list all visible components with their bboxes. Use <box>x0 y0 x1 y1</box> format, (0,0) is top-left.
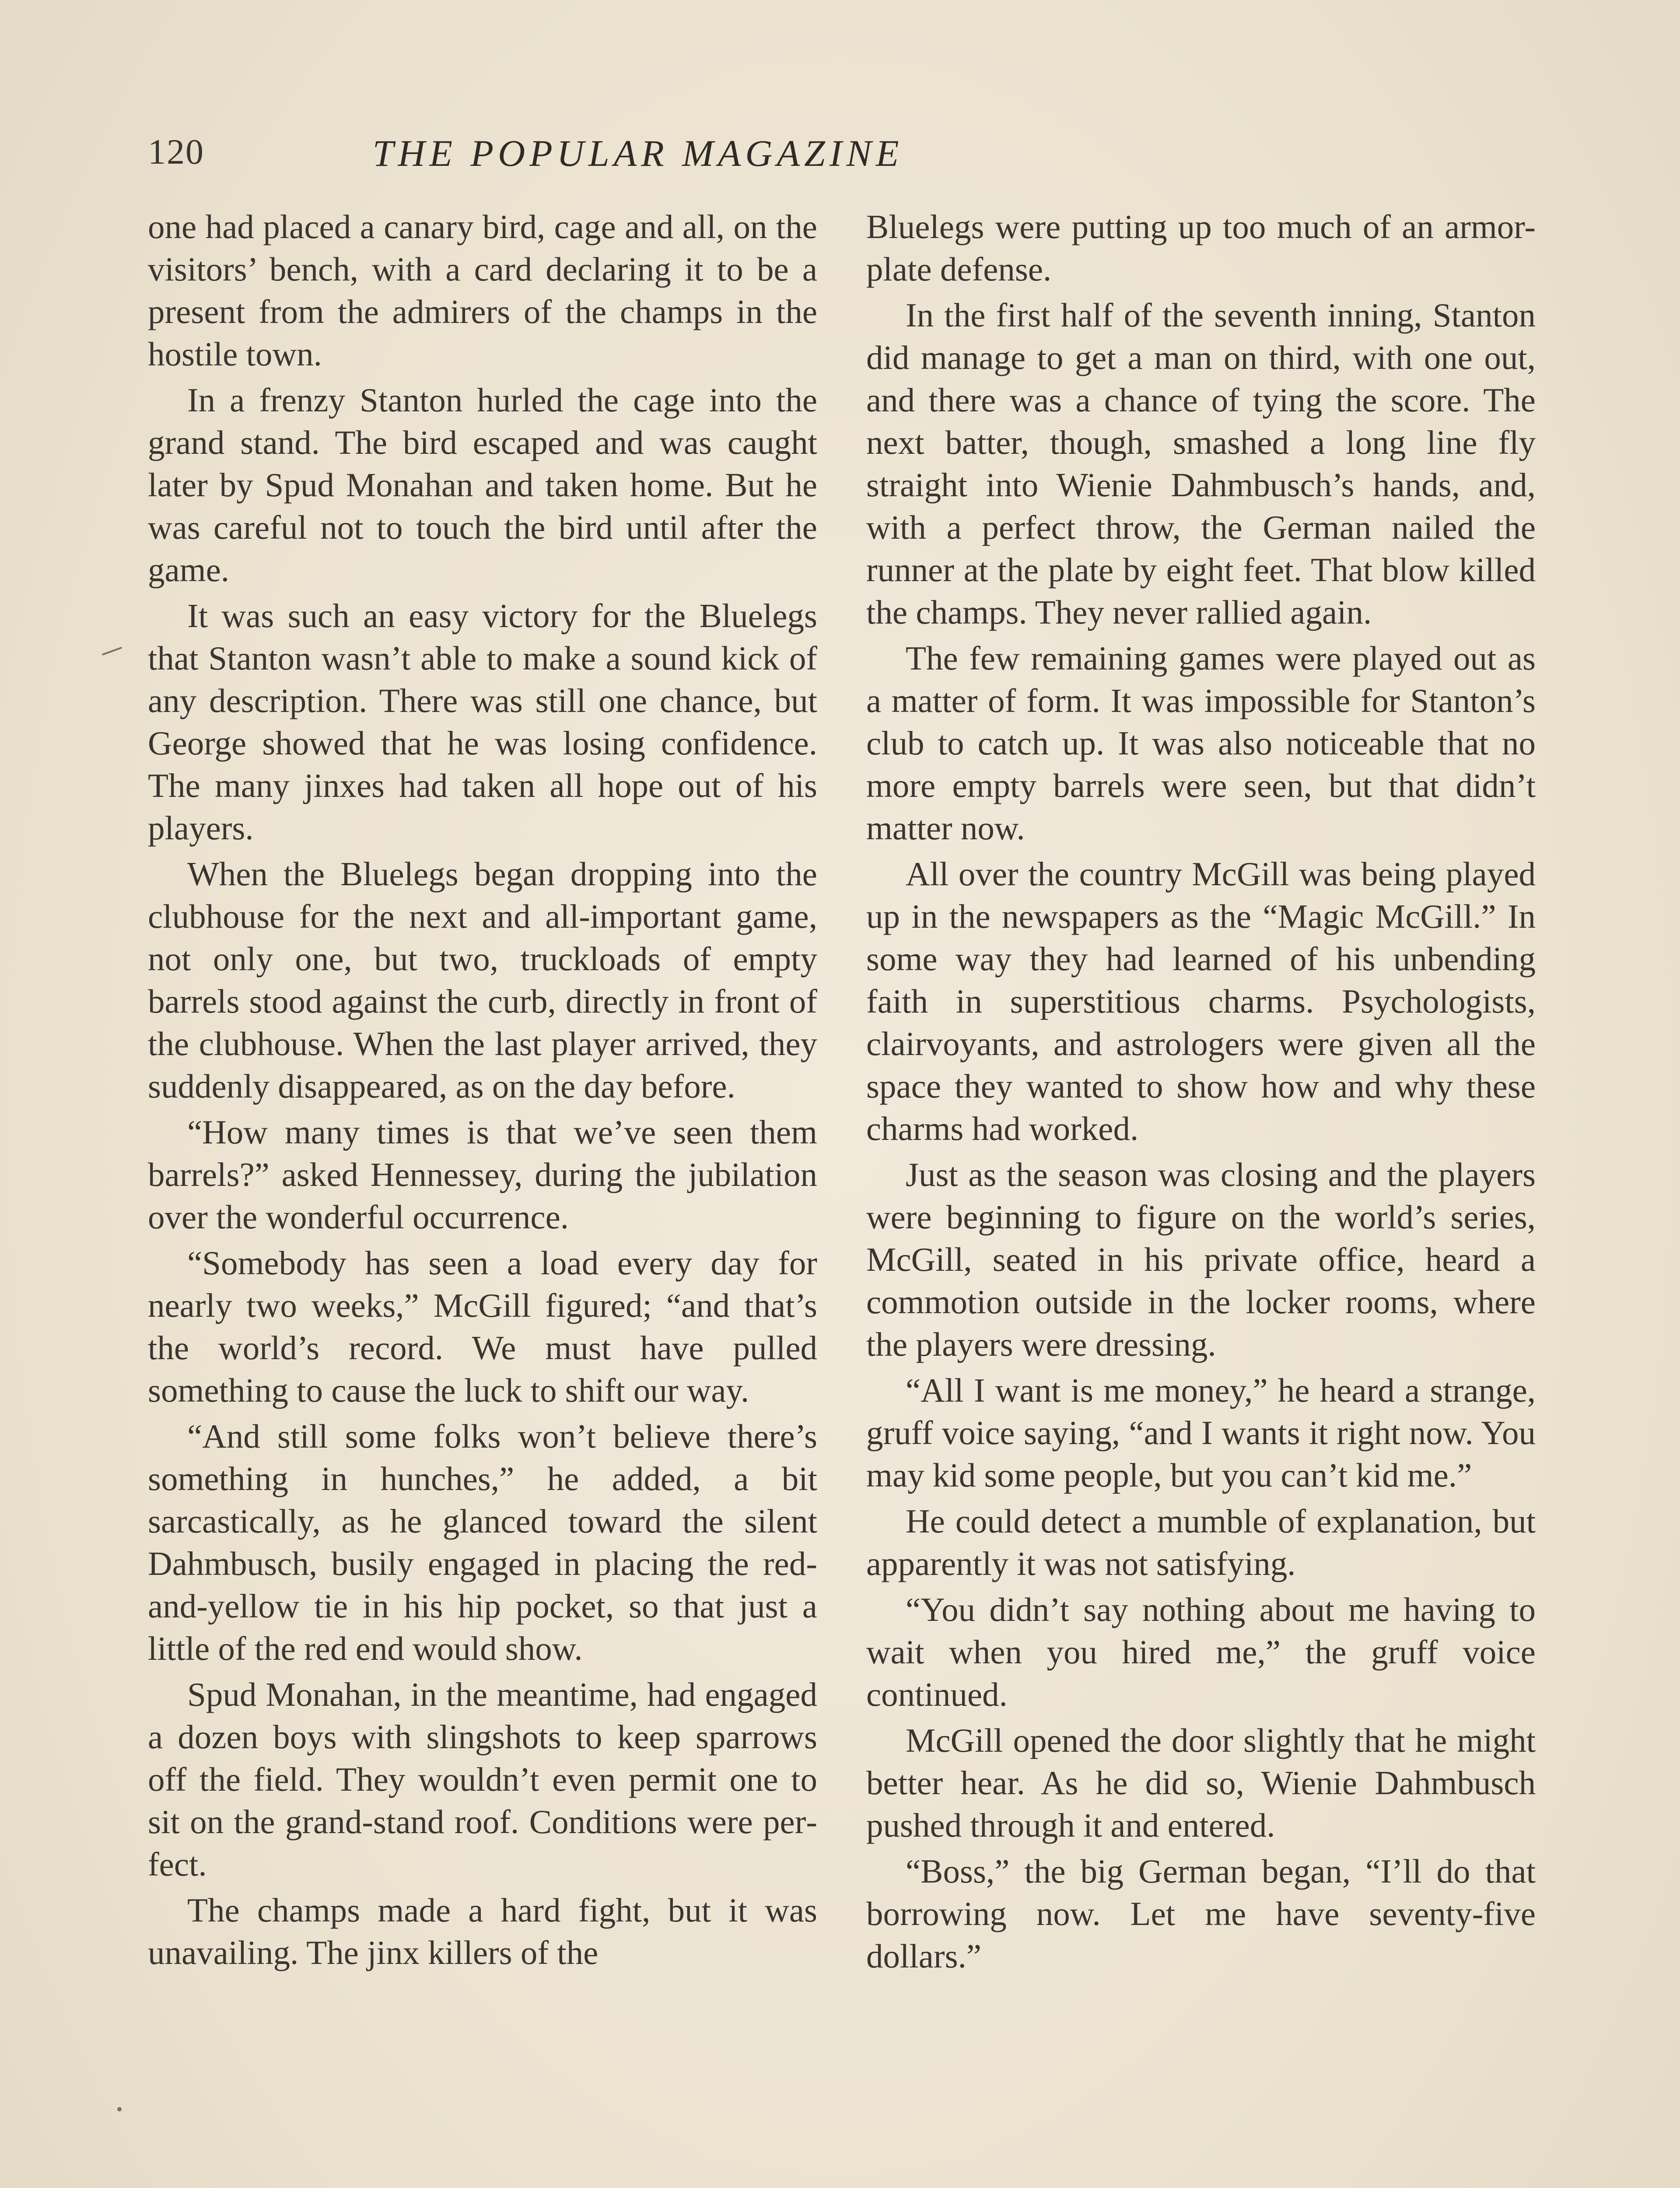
running-head <box>148 131 1128 184</box>
paper-speck <box>102 647 122 656</box>
paragraph: “Boss,” the big German began, “I’ll do that borrowing now. Let me have seventy-five dollars.” <box>866 1852 1536 1975</box>
paragraph: Bluelegs were putting up too much of an armor-plate defense. <box>866 208 1536 288</box>
paragraph: Just as the season was closing and the players were beginning to figure on the world’s series, McGill, seated in his private office, heard a commotion outside in the locker rooms, where the players were dressing. <box>866 1156 1536 1363</box>
paragraph: McGill opened the door slightly that he might better hear. As he did so, Wienie Dahmbusch pushed through it and entered. <box>866 1722 1536 1844</box>
paragraph: “How many times is that we’ve seen them barrels?” asked Hennessey, during the jubilation over the wonderful occurrence. <box>148 1113 817 1236</box>
paragraph: In the first half of the seventh inning, Stanton did manage to get a man on third, with one out, and there was a chance of tying the score. The next batter, though, smashed a long line fly straight into Wienie Dahmbusch’s hands, and, with a perfect throw, the German nailed the runner at the plate by eight feet. That blow killed the champs. They never rallied again. <box>866 296 1536 631</box>
paragraph: In a frenzy Stanton hurled the cage into the grand stand. The bird escaped and was caught later by Spud Monahan and taken home. But he was careful not to touch the bird until after the game. <box>148 381 817 589</box>
paragraph: “Somebody has seen a load every day for nearly two weeks,” McGill figured; “and that’s the world’s record. We must have pulled something to cause the luck to shift our way. <box>148 1244 817 1409</box>
paper-speck <box>117 2107 122 2111</box>
paragraph: When the Bluelegs began dropping into the clubhouse for the next and all-important game, not only one, but two, truckloads of empty barrels stood against the curb, directly in front of the clubhouse. When the last player arrived, they suddenly disappeared, as on the day before. <box>148 855 817 1105</box>
paragraph: The champs made a hard fight, but it was unavailing. The jinx killers of the <box>148 1891 817 1971</box>
paragraph: It was such an easy victory for the Bluelegs that Stanton wasn’t able to make a sound kick of any description. There was still one chance, but George showed that he was losing confidence. The many jinxes had taken all hope out of his players. <box>148 597 817 847</box>
paragraph: All over the country McGill was being played up in the newspapers as the “Magic McGill.” In some way they had learned of his unbending faith in superstitious charms. Psychologists, clairvoyants, and astrologers were given all the space they wanted to show how and why these charms had worked. <box>866 855 1536 1147</box>
paragraph: one had placed a canary bird, cage and all, on the visitors’ bench, with a card declaring it to be a present from the admirers of the champs in the hostile town. <box>148 208 817 373</box>
paragraph: The few remaining games were played out as a matter of form. It was impossible for Stanton’s club to catch up. It was also noticeable that no more empty barrels were seen, but that didn’t matter now. <box>866 639 1536 847</box>
paragraph: Spud Monahan, in the meantime, had engaged a dozen boys with slingshots to keep sparrows off the field. They wouldn’t even permit one to sit on the grand-stand roof. Conditions were perfect. <box>148 1676 817 1883</box>
right-column <box>866 206 1536 1978</box>
paragraph: “And still some folks won’t believe there’s something in hunches,” he added, a bit sarcastically, as he glanced toward the silent Dahmbusch, busily engaged in placing the red-and-yellow tie in his hip pocket, so that just a little of the red end would show. <box>148 1417 817 1667</box>
paragraph: “You didn’t say nothing about me having to wait when you hired me,” the gruff voice continued. <box>866 1591 1536 1713</box>
paragraph: He could detect a mumble of explanation, but apparently it was not satisfying. <box>866 1502 1536 1582</box>
left-column <box>148 206 817 1974</box>
magazine-title: THE POPULAR MAGAZINE <box>372 132 903 174</box>
paragraph: “All I want is me money,” he heard a strange, gruff voice saying, “and I wants it right now. You may kid some people, but you can’t kid me.” <box>866 1371 1536 1494</box>
page-number: 120 <box>148 132 204 172</box>
